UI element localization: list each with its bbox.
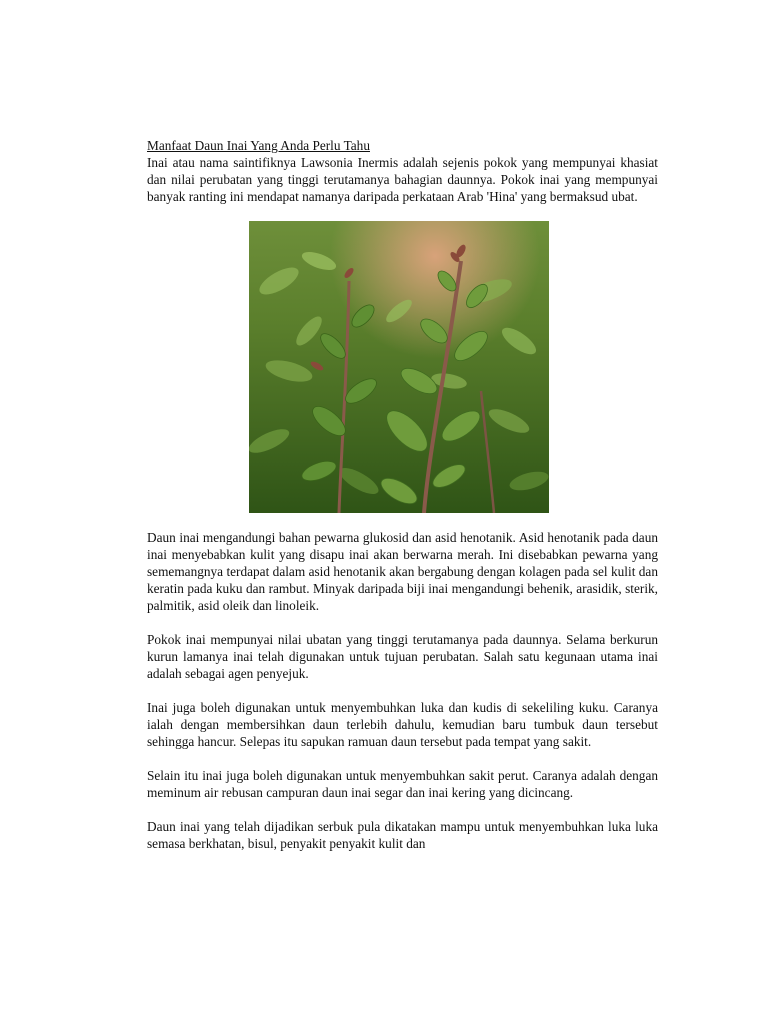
intro-paragraph: Inai atau nama saintifiknya Lawsonia Inermis adalah sejenis pokok yang mempunyai khasiat dan nilai perubatan yang tinggi terutamanya bahagian daunnya. Pokok inai yang mempunyai banyak ranting ini mendapat namanya daripada perkataan Arab 'Hina' yang bermaksud ubat. — [147, 155, 658, 204]
document-body — [147, 137, 658, 852]
paragraph-3: Inai juga boleh digunakan untuk menyembuhkan luka dan kudis di sekeliling kuku. Caranya ialah dengan membersihkan daun terlebih dahulu, kemudian baru tumbuk daun tersebut sehingga hancur. Selepas itu sapukan ramuan daun tersebut pada tempat yang sakit. — [147, 700, 658, 749]
paragraph-1: Daun inai mengandungi bahan pewarna glukosid dan asid henotanik. Asid henotanik pada daun inai menyebabkan kulit yang disapu inai akan berwarna merah. Ini disebabkan pewarna yang sememangnya terdapat dalam asid henotanik akan bergabung dengan kolagen pada sel kulit dan keratin pada kuku dan rambut. Minyak daripada biji inai mengandungi behenik, arasidik, sterik, palmitik, asid oleik dan linoleik. — [147, 530, 658, 613]
paragraph-4: Selain itu inai juga boleh digunakan untuk menyembuhkan sakit perut. Caranya adalah dengan meminum air rebusan campuran daun inai segar dan inai kering yang dicincang. — [147, 768, 658, 800]
paragraph-2: Pokok inai mempunyai nilai ubatan yang tinggi terutamanya pada daunnya. Selama berkurun kurun lamanya inai telah digunakan untuk tujuan perubatan. Salah satu kegunaan utama inai adalah sebagai agen penyejuk. — [147, 632, 658, 681]
document-title: Manfaat Daun Inai Yang Anda Perlu Tahu — [147, 138, 370, 153]
paragraph-5: Daun inai yang telah dijadikan serbuk pula dikatakan mampu untuk menyembuhkan luka luka semasa berkhatan, bisul, penyakit penyakit kulit dan — [147, 819, 658, 851]
henna-plant-photo — [249, 221, 549, 513]
